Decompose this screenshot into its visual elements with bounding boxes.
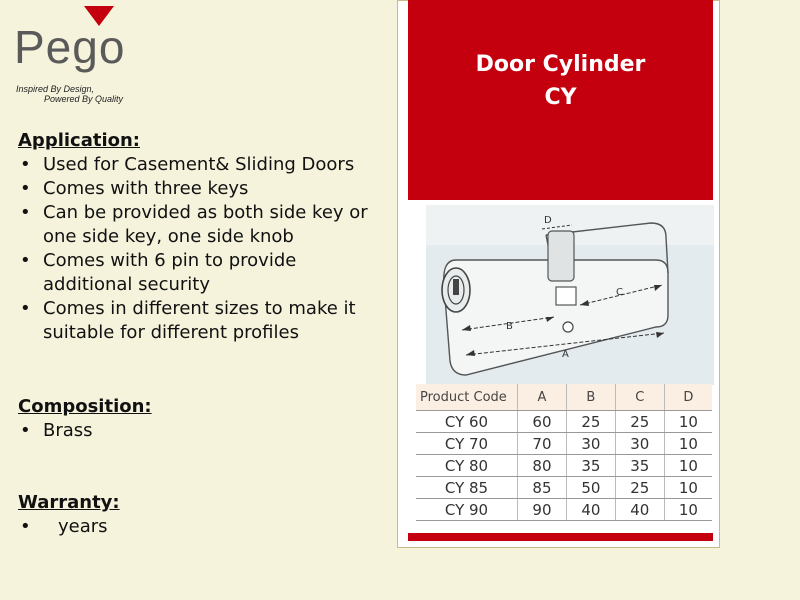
logo-tagline-line2: Powered By Quality: [44, 94, 124, 104]
table-cell: 10: [664, 411, 712, 433]
composition-heading: Composition:: [18, 396, 152, 417]
warranty-list: [18, 515, 388, 539]
dimension-d-label: D: [544, 215, 552, 226]
dimension-b-label: B: [506, 321, 513, 332]
table-row: [416, 499, 712, 521]
column-header: D: [664, 384, 712, 411]
application-heading: Application:: [18, 130, 141, 151]
table-cell: 10: [664, 499, 712, 521]
composition-item: • Brass: [20, 420, 93, 441]
table-cell: 25: [566, 411, 615, 433]
table-cell: 25: [615, 477, 664, 499]
application-list: [18, 153, 388, 345]
cylinder-diagram: [426, 205, 714, 385]
table-cell: 10: [664, 433, 712, 455]
product-code-cell: CY 80: [416, 455, 518, 477]
dimension-c-label: C: [616, 287, 623, 298]
application-item: • Comes in different sizes to make it suitable for different profiles: [20, 298, 356, 343]
application-item: • Comes with three keys: [20, 178, 249, 199]
column-header: C: [615, 384, 664, 411]
bullet-icon: •: [20, 178, 31, 199]
table-cell: 80: [518, 455, 567, 477]
table-cell: 25: [615, 411, 664, 433]
table-cell: 35: [566, 455, 615, 477]
table-cell: 30: [615, 433, 664, 455]
table-cell: 10: [664, 477, 712, 499]
composition-list: [18, 419, 388, 443]
cam-outline: [548, 231, 574, 281]
product-code-title: CY: [544, 85, 577, 110]
logo-wordmark: Pego: [14, 21, 126, 73]
table-row: [416, 433, 712, 455]
pego-logo: [14, 6, 154, 106]
bullet-icon: •: [20, 154, 31, 175]
panel-bottom-bar: [408, 533, 713, 541]
bullet-icon: •: [20, 250, 31, 271]
table-cell: 10: [664, 455, 712, 477]
spec-table: [416, 384, 712, 521]
logo-tagline-line1: Inspired By Design,: [16, 84, 95, 94]
product-code-cell: CY 85: [416, 477, 518, 499]
table-cell: 85: [518, 477, 567, 499]
warranty-item: • years: [20, 516, 108, 537]
bullet-icon: •: [20, 298, 31, 319]
table-cell: 35: [615, 455, 664, 477]
table-cell: 50: [566, 477, 615, 499]
table-cell: 70: [518, 433, 567, 455]
table-cell: 60: [518, 411, 567, 433]
application-item: • Can be provided as both side key or one side key, one side knob: [20, 202, 368, 247]
bullet-icon: •: [20, 420, 31, 441]
table-cell: 90: [518, 499, 567, 521]
product-title-banner: [408, 0, 713, 200]
column-header: Product Code: [416, 384, 518, 411]
dimension-a-label: A: [562, 349, 569, 360]
table-row: [416, 411, 712, 433]
application-item: • Comes with 6 pin to provide additional security: [20, 250, 297, 295]
bullet-icon: •: [20, 202, 31, 223]
table-cell: 30: [566, 433, 615, 455]
application-item: • Used for Casement& Sliding Doors: [20, 154, 355, 175]
table-row: [416, 477, 712, 499]
product-code-cell: CY 70: [416, 433, 518, 455]
product-code-cell: CY 60: [416, 411, 518, 433]
product-code-cell: CY 90: [416, 499, 518, 521]
column-header: B: [566, 384, 615, 411]
table-cell: 40: [615, 499, 664, 521]
column-header: A: [518, 384, 567, 411]
table-header-row: [416, 384, 712, 411]
table-cell: 40: [566, 499, 615, 521]
product-title: Door Cylinder: [475, 52, 646, 77]
bullet-icon: •: [20, 516, 31, 537]
table-row: [416, 455, 712, 477]
warranty-heading: Warranty:: [18, 492, 120, 513]
